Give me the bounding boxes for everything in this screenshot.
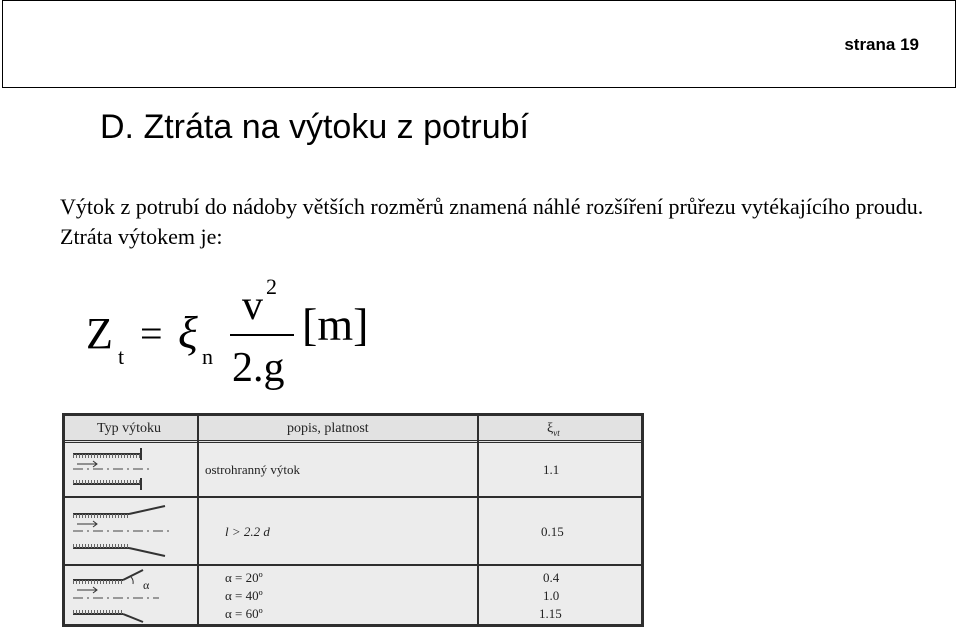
conical-outlet-sketch [69, 568, 191, 624]
row-long-description: l > 2.2 d [225, 524, 270, 539]
formula-lhs-subscript: t [118, 344, 125, 369]
row-conical-description-1: α = 20º [225, 570, 263, 585]
header-type: Typ výtoku [97, 421, 161, 436]
row-conical-value-2: 1.0 [543, 588, 560, 603]
conical-angle-label: α [143, 578, 150, 592]
table-row-divider [65, 564, 641, 566]
row-long-value: 0.15 [541, 524, 564, 539]
row-sharp-value: 1.1 [543, 462, 560, 477]
formula-denominator: 2.g [232, 345, 285, 391]
formula-lhs: Z [86, 309, 113, 358]
diffuser-outlet-sketch [69, 500, 191, 560]
page-title: D. Ztráta na výtoku z potrubí [100, 108, 529, 146]
formula-equals: = [140, 311, 163, 356]
loss-formula [82, 270, 402, 400]
page-header [2, 0, 956, 88]
formula-unit: [m] [302, 299, 369, 350]
body-paragraph: Výtok z potrubí do nádoby větších rozměrů znamená náhlé rozšíření průřezu vytékajícího proudu. Ztráta výtokem je: [60, 194, 924, 249]
formula-coefficient: ξ [178, 307, 198, 358]
header-coefficient: $\xi_{vt}$ [547, 421, 560, 438]
outlet-loss-table [62, 413, 644, 627]
row-conical-value-1: 0.4 [543, 570, 560, 585]
formula-coefficient-subscript: n [202, 344, 213, 369]
header-description: popis, platnost [287, 421, 369, 436]
table-column-divider [197, 416, 199, 624]
formula-numerator: v [242, 283, 263, 329]
table-row-divider [65, 496, 641, 498]
row-conical-description-2: α = 40º [225, 588, 263, 603]
formula-numerator-exponent: 2 [266, 274, 277, 299]
row-conical-value-3: 1.15 [539, 606, 562, 621]
row-conical-description-3: α = 60º [225, 606, 263, 621]
formula-fraction-bar [230, 334, 294, 336]
sharp-outlet-sketch [69, 446, 191, 492]
row-sharp-description: ostrohranný výtok [205, 462, 300, 477]
page-number: strana 19 [844, 35, 919, 54]
table-column-divider [477, 416, 479, 624]
